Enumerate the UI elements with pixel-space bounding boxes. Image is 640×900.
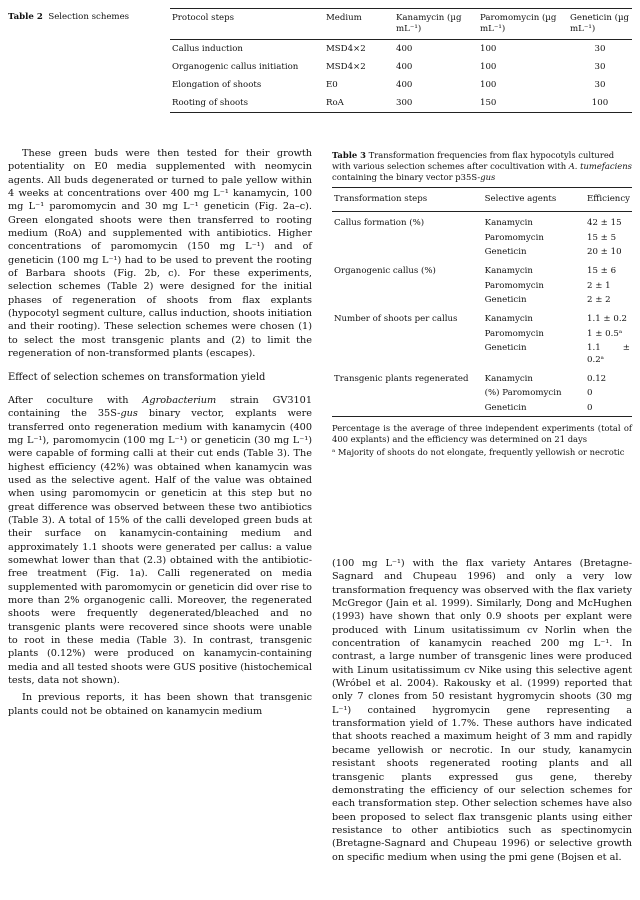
table3-agent: Paromomycin (484, 232, 544, 243)
table3-value: 1 ± 0.5ᵃ (587, 328, 623, 339)
body-paragraph (8, 394, 312, 688)
italic-run: A. tumefaciens (568, 161, 632, 171)
table2-header-row (170, 9, 632, 40)
table2-cell: 100 (480, 44, 497, 54)
table3-value: 1.1 ± 0.2 (587, 314, 628, 325)
table2-cell: 100 (480, 62, 497, 72)
table2-cell: Organogenic callus initiation (172, 62, 299, 72)
table3-footnote: Percentage is the average of three independent experiments (total of 400 explants) and the efficiency was determined on 21 days (332, 422, 632, 444)
table2-caption (8, 12, 129, 22)
table3-agent: Geneticin (484, 295, 527, 306)
text-run: binary vector, explants were transferred onto regeneration medium with kanamycin (400 mg L⁻¹), paromomycin (100 mg L⁻¹) or geneticin (30 mg L⁻¹) were capable of forming calli at their cut ends (Table 3). The highest efficiency (42%) was obtained when kanamycin was used as the selective agent. Half of the value was obtained when using paromomycin or geneticin at this step but no great difference was observed between these two antibiotics (Table 3). A total of 15% of the calli developed green buds at their surface on kanamycin-containing medium and approximately 1.1 shoots were generated per callus: a value somewhat lower than that (2.3) obtained with the antibiotic-free treatment (Fig. 1a). Calli regenerated on media supplemented with paromomycin or geneticin did over rise to more than 2% organogenic calli. Moreover, the regenerated shoots were frequently degenerated/bleached and no transgenic plants were recovered since shoots were unable to root in these media (Table 3). In contrast, transgenic plants (0.12%) were produced on kanamycin-containing media and all tested shoots were GUS positive (histochemical tests, data not shown). (8, 408, 313, 687)
table3-value: 2 ± 1 (587, 280, 611, 291)
table2-cell: MSD4×2 (326, 44, 366, 54)
table-row (332, 294, 632, 309)
table3-empty-cell (332, 342, 483, 368)
table2-cell: Rooting of shoots (172, 98, 249, 108)
table3-agent: Kanamycin (484, 314, 533, 325)
left-column (8, 147, 312, 718)
table3-agent: (%) Paromomycin (484, 388, 562, 399)
table-row (332, 212, 632, 232)
table3-agent: Geneticin (484, 343, 527, 354)
table3-header: Efficiency (587, 194, 630, 204)
table3-footnotes (332, 423, 632, 458)
table-row (332, 342, 632, 368)
table3-header-row (332, 188, 632, 212)
table2-cell: E0 (326, 80, 338, 90)
table2-title: Selection schemes (48, 12, 130, 22)
table3-empty-cell (332, 294, 483, 309)
table3-agent: Paromomycin (484, 280, 544, 291)
table-row (170, 94, 632, 113)
table-row (332, 231, 632, 246)
table-row (332, 368, 632, 387)
table-row (332, 308, 632, 327)
table3-agent: Geneticin (484, 247, 527, 258)
text-run: After coculture with (8, 394, 143, 406)
table3-step: Callus formation (%) (334, 218, 425, 229)
table2-cell: 400 (396, 62, 413, 72)
table3-footnote: ᵃ Majority of shoots do not elongate, frequently yellowish or necrotic (332, 446, 625, 457)
table3-value: 20 ± 10 (587, 247, 622, 258)
text-run: containing the binary vector p35S- (332, 172, 481, 182)
table2-cell: 30 (594, 62, 606, 72)
table3-value: 2 ± 2 (587, 295, 611, 306)
table2-header: Kanamycin (µg mL⁻¹) (396, 13, 462, 34)
italic-run: gus (480, 172, 496, 182)
table3-value: 0.12 (587, 373, 607, 384)
table3-step: Number of shoots per callus (334, 314, 458, 325)
text-run: strain GV3101 containing the 35S- (8, 394, 312, 420)
table-row (332, 246, 632, 261)
table3-step: Organogenic callus (%) (334, 266, 436, 277)
italic-run: gus (120, 408, 138, 420)
table2-cell: MSD4×2 (326, 62, 366, 72)
table3-label: Table 3 (332, 150, 366, 160)
table2-cell: 100 (480, 80, 497, 90)
table3-agent: Kanamycin (484, 373, 533, 384)
table3-value: 15 ± 5 (587, 232, 617, 243)
table3-value: 42 ± 15 (587, 218, 622, 229)
table-row (332, 327, 632, 342)
table2-cell: 300 (396, 98, 413, 108)
table2-header: Geneticin (µg mL⁻¹) (570, 13, 630, 34)
table2-cell: 150 (480, 98, 497, 108)
table3-empty-cell (332, 279, 483, 294)
table2-cell: Elongation of shoots (172, 80, 262, 90)
table3-empty-cell (332, 231, 483, 246)
table3-agent: Geneticin (484, 402, 527, 413)
table3-value: 1.1 ± 0.2ᵃ (587, 343, 630, 365)
table-row (170, 76, 632, 94)
table3 (332, 187, 632, 417)
table3-value: 0 (587, 402, 593, 413)
table2-cell: 400 (396, 44, 413, 54)
table3-value: 0 (587, 388, 593, 399)
body-paragraph: In previous reports, it has been shown that transgenic plants could not be obtained on kanamycin medium (8, 692, 312, 717)
section-heading: Effect of selection schemes on transformation yield (8, 371, 266, 383)
table-row (332, 260, 632, 279)
table3-agent: Kanamycin (484, 218, 533, 229)
table2-cell: 30 (594, 44, 606, 54)
table2-label: Table 2 (8, 12, 43, 22)
table2-header: Paromomycin (µg mL⁻¹) (480, 13, 557, 34)
table3-agent: Paromomycin (484, 328, 544, 339)
italic-run: Agrobacterium (142, 394, 217, 406)
table-row (332, 401, 632, 416)
table3-block (332, 150, 632, 460)
right-column (332, 557, 632, 864)
table2-cell: 30 (594, 80, 606, 90)
body-paragraph: These green buds were then tested for their growth potentiality on E0 media supplemented with neomycin agents. All buds degenerated or turned to pale yellow within 4 weeks at concentrations over 400 mg L⁻¹ kanamycin, 100 mg L⁻¹ paromomycin and 30 mg L⁻¹ geneticin (Fig. 2a–c). Green elongated shoots were then transferred to rooting medium (RoA) and supplemented with antibiotics. Higher concentrations of paromomycin (150 mg L⁻¹) and of geneticin (100 mg L⁻¹) had to be used to prevent the rooting of Barbara shoots (Fig. 2b, c). For these experiments, selection schemes (Table 2) were designed for the initial phases of regeneration of shoots from flax explants (hypocotyl segment culture, callus induction, shoots initiation and their rooting). These selection schemes were chosen (1) to select the most transgenic plants and (2) to limit the regeneration of non-transformed plants (escapes). (8, 148, 312, 360)
text-run: Transformation frequencies from flax hypocotyls cultured with various selection schemes after cocultivation with (332, 150, 615, 171)
table3-agent: Kanamycin (484, 266, 533, 277)
table2-header: Medium (326, 13, 362, 23)
table-row (170, 40, 632, 59)
table3-empty-cell (332, 387, 483, 402)
table3-empty-cell (332, 401, 483, 416)
body-paragraph: (100 mg L⁻¹) with the flax variety Antares (Bretagne-Sagnard and Chupeau 1996) and only a very low transformation frequency was observed with the flax variety McGregor (Jain et al. 1999). Similarly, Dong and McHughen (1993) have shown that only 0.9 shoots per explant were produced with Linum usitatissimum cv Norlin when the concentration of kanamycin reached 200 mg L⁻¹. In contrast, a large number of transgenic lines were produced with Linum usitatissimum cv Nike using this selective agent (Wróbel et al. 2004). Rakousky et al. (1999) reported that only 7 clones from 50 resistant hygromycin shoots (30 mg L⁻¹) contained hygromycin gene representing a transformation yield of 1.7%. These authors have indicated that shoots reached a maximum height of 3 mm and rapidly became yellowish or necrotic. In our study, kanamycin resistant shoots regenerated rooting plants and all transgenic plants expressed gus gene, thereby demonstrating the efficiency of our selection schemes for each transformation step. Other selection schemes have also been proposed to select flax transgenic plants using either resistance to other antibiotics such as spectinomycin (Bretagne-Sagnard and Chupeau 1996) or selective growth on specific medium when using the pmi gene (Bojsen et al. (332, 558, 632, 863)
table2-cell: 400 (396, 80, 413, 90)
table3-caption (332, 150, 632, 183)
table2-cell: Callus induction (172, 44, 243, 54)
table2 (170, 8, 632, 113)
table-row (332, 387, 632, 402)
table2-cell: 100 (591, 98, 609, 108)
table3-value: 15 ± 6 (587, 266, 617, 277)
table-row (332, 279, 632, 294)
table3-step: Transgenic plants regenerated (334, 373, 469, 384)
table2-cell: RoA (326, 98, 344, 108)
table3-empty-cell (332, 246, 483, 261)
table3-header: Selective agents (484, 194, 557, 204)
table2-header: Protocol steps (172, 13, 235, 23)
table3-empty-cell (332, 327, 483, 342)
table-row (170, 58, 632, 76)
table3-header: Transformation steps (334, 194, 428, 204)
